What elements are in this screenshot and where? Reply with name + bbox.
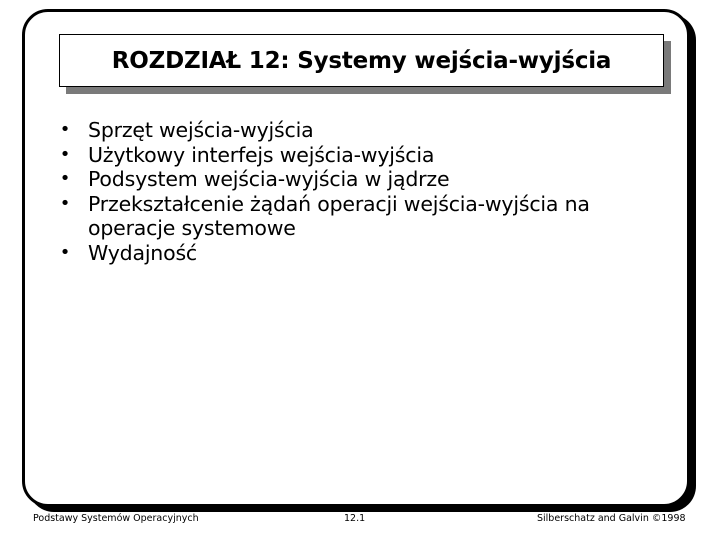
bullet-text: Użytkowy interfejs wejścia-wyjścia <box>88 142 435 167</box>
footer-copyright: Silberschatz and Galvin ©1998 <box>537 513 686 524</box>
bullet-item <box>58 143 658 168</box>
bullet-dot-icon: • <box>59 119 71 140</box>
bullet-text: Przekształcenie żądań operacji wejścia-wyjścia na operacje systemowe <box>88 191 590 240</box>
bullet-text: Podsystem wejścia-wyjścia w jądrze <box>88 167 450 191</box>
bullet-text: Wydajność <box>88 240 197 265</box>
slide-title: ROZDZIAŁ 12: Systemy wejścia-wyjścia <box>111 47 612 74</box>
bullet-item <box>58 167 658 192</box>
footer-course-name: Podstawy Systemów Operacyjnych <box>33 513 199 524</box>
bullet-dot-icon: • <box>59 192 71 214</box>
bullet-dot-icon: • <box>59 143 71 165</box>
bullet-dot-icon: • <box>59 241 71 263</box>
bullet-dot-icon: • <box>59 168 71 189</box>
bullet-text: Sprzęt wejścia-wyjścia <box>88 118 314 142</box>
bullet-item <box>58 241 658 266</box>
footer-page-number: 12.1 <box>344 513 366 524</box>
bullet-item <box>58 192 658 241</box>
bullet-item <box>58 118 658 143</box>
title-box <box>59 34 664 87</box>
bullet-list <box>58 118 658 265</box>
